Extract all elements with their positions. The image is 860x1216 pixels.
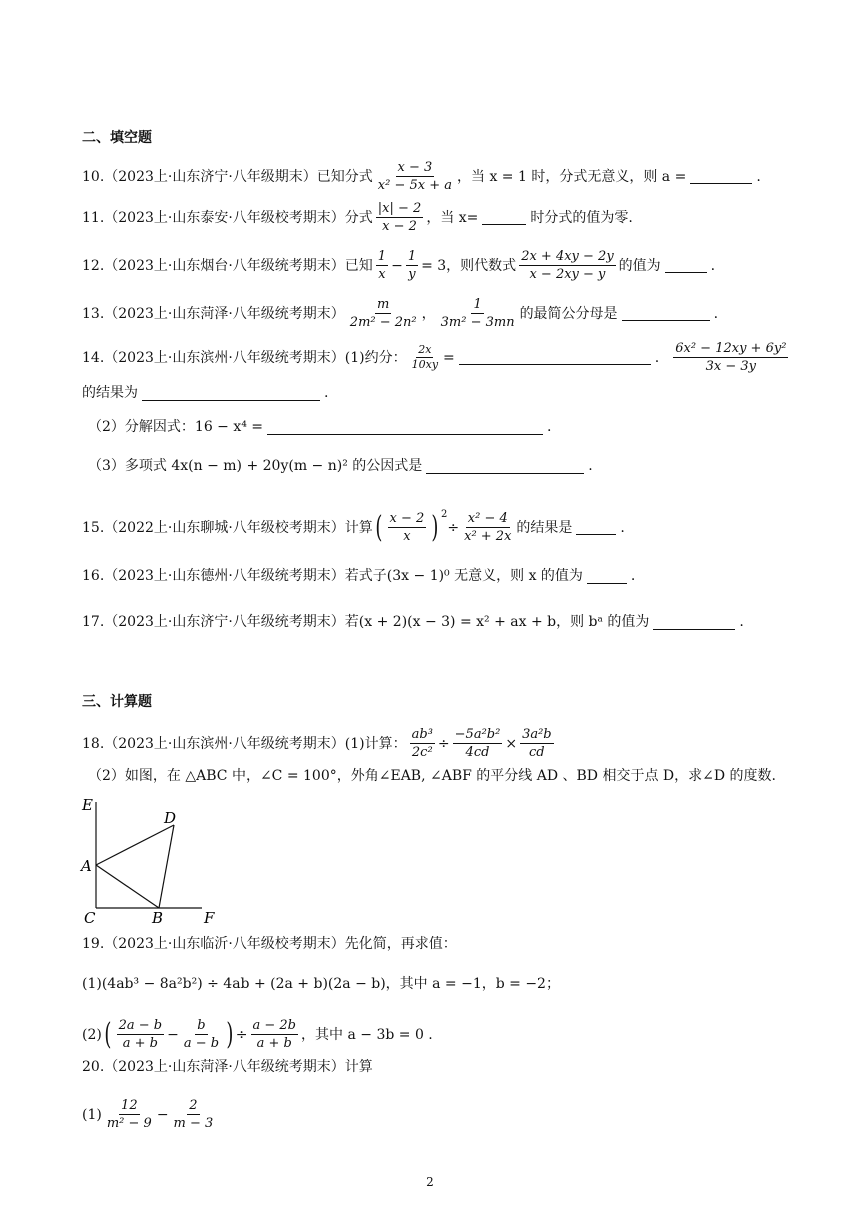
q19-part2-label: (2) <box>82 1026 102 1043</box>
q15-left-paren: ( <box>375 509 383 545</box>
q18-f3-numerator: 3a²b <box>522 727 552 742</box>
q14-equals: = <box>443 349 455 366</box>
q18-f1-numerator: ab³ <box>411 727 433 742</box>
q17-answer-blank[interactable] <box>653 615 735 630</box>
q14-answer-blank-2[interactable] <box>142 386 320 401</box>
q14-f1-denominator: 10xy <box>411 358 439 371</box>
q11-end: 时分式的值为零. <box>530 209 633 226</box>
q18-fraction-2 <box>453 727 503 760</box>
q11-fraction <box>376 201 424 234</box>
question-20-part1 <box>82 1098 218 1131</box>
label-a: A <box>81 857 92 875</box>
question-12 <box>82 249 715 282</box>
q17-end: . <box>739 614 744 630</box>
question-14-line2 <box>82 383 328 403</box>
q13-f2-denominator: 3m² − 3mn <box>440 315 515 330</box>
q19-part2-condition: ，其中 a − 3b = 0 . <box>301 1026 433 1043</box>
q19-f2-numerator: b <box>197 1018 206 1033</box>
q19-fraction-1 <box>117 1018 165 1051</box>
q20-f1-numerator: 12 <box>121 1098 138 1113</box>
q12-equals: = 3，则代数式 <box>421 257 517 274</box>
segment-bd <box>159 825 174 908</box>
q15-right-paren: ) <box>431 509 439 545</box>
q13-fraction-2 <box>439 297 517 330</box>
q13-end: . <box>713 305 719 322</box>
q14-part3-end: . <box>588 458 593 474</box>
q14-answer-blank-1[interactable] <box>459 350 651 365</box>
section-heading-fill-in: 二、填空题 <box>82 130 152 146</box>
q20-f2-denominator: m − 3 <box>173 1116 214 1131</box>
q18-times: × <box>505 735 518 752</box>
q13-middle: 的最简公分母是 <box>519 305 618 322</box>
q18-f3-denominator: cd <box>529 745 545 760</box>
q14-part3-blank[interactable] <box>426 459 584 474</box>
q12-f3-denominator: x − 2xy − y <box>529 267 606 282</box>
q10-middle: ，当 x = 1 时，分式无意义，则 a = <box>457 168 687 185</box>
q17-text: 17.（2023上·山东济宁·八年级统考期末）若(x + 2)(x − 3) = x² + ax + b，则 bᵃ 的值为 <box>82 614 650 630</box>
q20-minus: − <box>156 1106 169 1123</box>
q18-fraction-3 <box>520 727 554 760</box>
question-19 <box>82 934 457 954</box>
q15-divide: ÷ <box>447 519 460 536</box>
segment-ab <box>96 865 159 908</box>
q12-end: . <box>710 257 716 274</box>
q15-exponent: 2 <box>441 509 448 520</box>
question-14-part2 <box>82 417 552 437</box>
q15-f2-numerator: x² − 4 <box>467 511 508 526</box>
q12-f3-numerator: 2x + 4xy − 2y <box>521 249 614 264</box>
q18-prefix: 18.（2023上·山东滨州·八年级统考期末）(1)计算： <box>82 735 407 752</box>
section-heading-calculation: 三、计算题 <box>82 694 152 710</box>
q12-f1-numerator: 1 <box>377 249 387 264</box>
q19-f3-denominator: a + b <box>256 1036 292 1051</box>
q15-fraction-1 <box>388 511 427 544</box>
q12-f2-numerator: 1 <box>407 249 417 264</box>
question-11 <box>82 201 633 234</box>
q10-end: . <box>756 168 761 185</box>
q13-answer-blank[interactable] <box>622 306 710 321</box>
q18-divide: ÷ <box>437 735 450 752</box>
q16-end: . <box>630 568 636 584</box>
q19-right-paren: ) <box>226 1016 234 1052</box>
question-14-part3 <box>82 456 593 476</box>
question-19-part2 <box>82 1018 433 1051</box>
triangle-figure <box>78 792 228 924</box>
q10-numerator: x − 3 <box>397 160 433 175</box>
q15-f2-denominator: x² + 2x <box>464 529 512 544</box>
q11-prefix: 11.（2023上·山东泰安·八年级校考期末）分式 <box>82 209 373 226</box>
q19-f1-denominator: a + b <box>122 1036 158 1051</box>
q16-answer-blank[interactable] <box>587 569 627 584</box>
q13-comma: ， <box>421 305 436 322</box>
q13-fraction-1 <box>348 297 419 330</box>
q19-f2-denominator: a − b <box>183 1036 220 1051</box>
q19-title: 19.（2023上·山东临沂·八年级校考期末）先化简，再求值： <box>82 936 457 952</box>
q18-part2-text: （2）如图，在 △ABC 中，∠C = 100°，外角∠EAB, ∠ABF 的平分线 AD 、BD 相交于点 D，求∠D 的度数. <box>88 768 777 784</box>
label-b: B <box>152 909 164 924</box>
q15-answer-blank[interactable] <box>576 520 616 535</box>
q20-fraction-1 <box>105 1098 154 1131</box>
q14-part2-blank[interactable] <box>267 420 543 435</box>
label-d: D <box>164 809 177 827</box>
q20-f2-numerator: 2 <box>189 1098 198 1113</box>
q12-minus: − <box>391 257 403 274</box>
question-10 <box>82 160 761 193</box>
q14-prefix: 14.（2023上·山东滨州·八年级统考期末）(1)约分： <box>82 349 407 366</box>
question-18-part2 <box>82 766 776 786</box>
q18-f1-denominator: 2c² <box>411 745 433 760</box>
q16-text: 16.（2023上·山东德州·八年级统考期末）若式子(3x − 1)⁰ 无意义，则 x 的值为 <box>82 568 583 584</box>
q10-answer-blank[interactable] <box>690 169 752 184</box>
q12-f1-denominator: x <box>378 267 386 282</box>
q14-part3-text: （3）多项式 4x(n − m) + 20y(m − n)² 的公因式是 <box>88 458 423 474</box>
q20-title: 20.（2023上·山东菏泽·八年级统考期末）计算 <box>82 1059 373 1075</box>
q12-answer-blank[interactable] <box>665 258 707 273</box>
question-13 <box>82 297 718 330</box>
question-19-part1 <box>82 974 560 994</box>
q19-left-paren: ( <box>104 1016 112 1052</box>
question-14 <box>82 341 791 374</box>
q14-part2-end: . <box>547 419 552 435</box>
question-15 <box>82 511 625 544</box>
q12-prefix: 12.（2023上·山东烟台·八年级统考期末）已知 <box>82 257 373 274</box>
q19-f1-numerator: 2a − b <box>118 1018 163 1033</box>
q10-denominator: x² − 5x + a <box>377 178 453 193</box>
q13-prefix: 13.（2023上·山东菏泽·八年级统考期末） <box>82 305 345 322</box>
q19-part1-text: (1)(4ab³ − 8a²b²) ÷ 4ab + (2a + b)(2a − b)，其中 a = −1，b = −2； <box>82 976 560 992</box>
segment-ad <box>96 825 174 865</box>
q18-fraction-1 <box>410 727 435 760</box>
question-16 <box>82 566 635 586</box>
q15-fraction-2 <box>462 511 513 544</box>
q14-part2-text: （2）分解因式：16 − x⁴ = <box>88 419 264 435</box>
label-c: C <box>84 909 96 924</box>
page-number: 2 <box>426 1175 434 1189</box>
q11-denominator: x − 2 <box>382 219 417 234</box>
q11-numerator: |x| − 2 <box>377 201 422 216</box>
q11-middle: ，当 x= <box>426 209 479 226</box>
q18-f2-numerator: −5a²b² <box>454 727 501 742</box>
q15-end: . <box>620 519 625 536</box>
q13-f1-denominator: 2m² − 2n² <box>349 315 417 330</box>
label-e: E <box>82 796 93 814</box>
q14-end2: . <box>324 385 329 401</box>
q12-fraction-3 <box>519 249 615 282</box>
q15-f1-numerator: x − 2 <box>389 511 425 526</box>
question-17 <box>82 612 744 632</box>
q19-fraction-3 <box>251 1018 299 1051</box>
q14-f2-denominator: 3x − 3y <box>705 359 757 374</box>
q10-fraction <box>376 160 454 193</box>
label-f: F <box>204 909 215 924</box>
q14-fraction-2 <box>673 341 788 374</box>
q19-f3-numerator: a − 2b <box>252 1018 297 1033</box>
q19-fraction-2 <box>182 1018 221 1051</box>
q14-result-label: 的结果为 <box>82 385 138 401</box>
q15-f1-denominator: x <box>403 529 411 544</box>
question-18 <box>82 727 557 760</box>
q10-prefix: 10.（2023上·山东济宁·八年级期末）已知分式 <box>82 168 373 185</box>
q15-middle: 的结果是 <box>516 519 573 536</box>
q13-f2-numerator: 1 <box>473 297 482 312</box>
q20-f1-denominator: m² − 9 <box>106 1116 152 1131</box>
q14-fraction-1 <box>410 344 440 371</box>
q19-divide: ÷ <box>235 1026 248 1043</box>
q12-middle: 的值为 <box>618 257 661 274</box>
q20-part1-label: (1) <box>82 1106 102 1123</box>
q12-f2-denominator: y <box>408 267 416 282</box>
q11-answer-blank[interactable] <box>482 210 526 225</box>
q20-fraction-2 <box>172 1098 216 1131</box>
q12-fraction-1 <box>376 249 388 282</box>
q14-dot: . <box>654 349 660 366</box>
q13-f1-numerator: m <box>377 297 390 312</box>
q14-f2-numerator: 6x² − 12xy + 6y² <box>675 341 787 356</box>
question-20 <box>82 1057 373 1077</box>
q14-f1-numerator: 2x <box>418 343 432 356</box>
q12-fraction-2 <box>406 249 418 282</box>
q18-f2-denominator: 4cd <box>465 745 490 760</box>
q19-minus: − <box>167 1026 179 1043</box>
q15-prefix: 15.（2022上·山东聊城·八年级校考期末）计算 <box>82 519 373 536</box>
